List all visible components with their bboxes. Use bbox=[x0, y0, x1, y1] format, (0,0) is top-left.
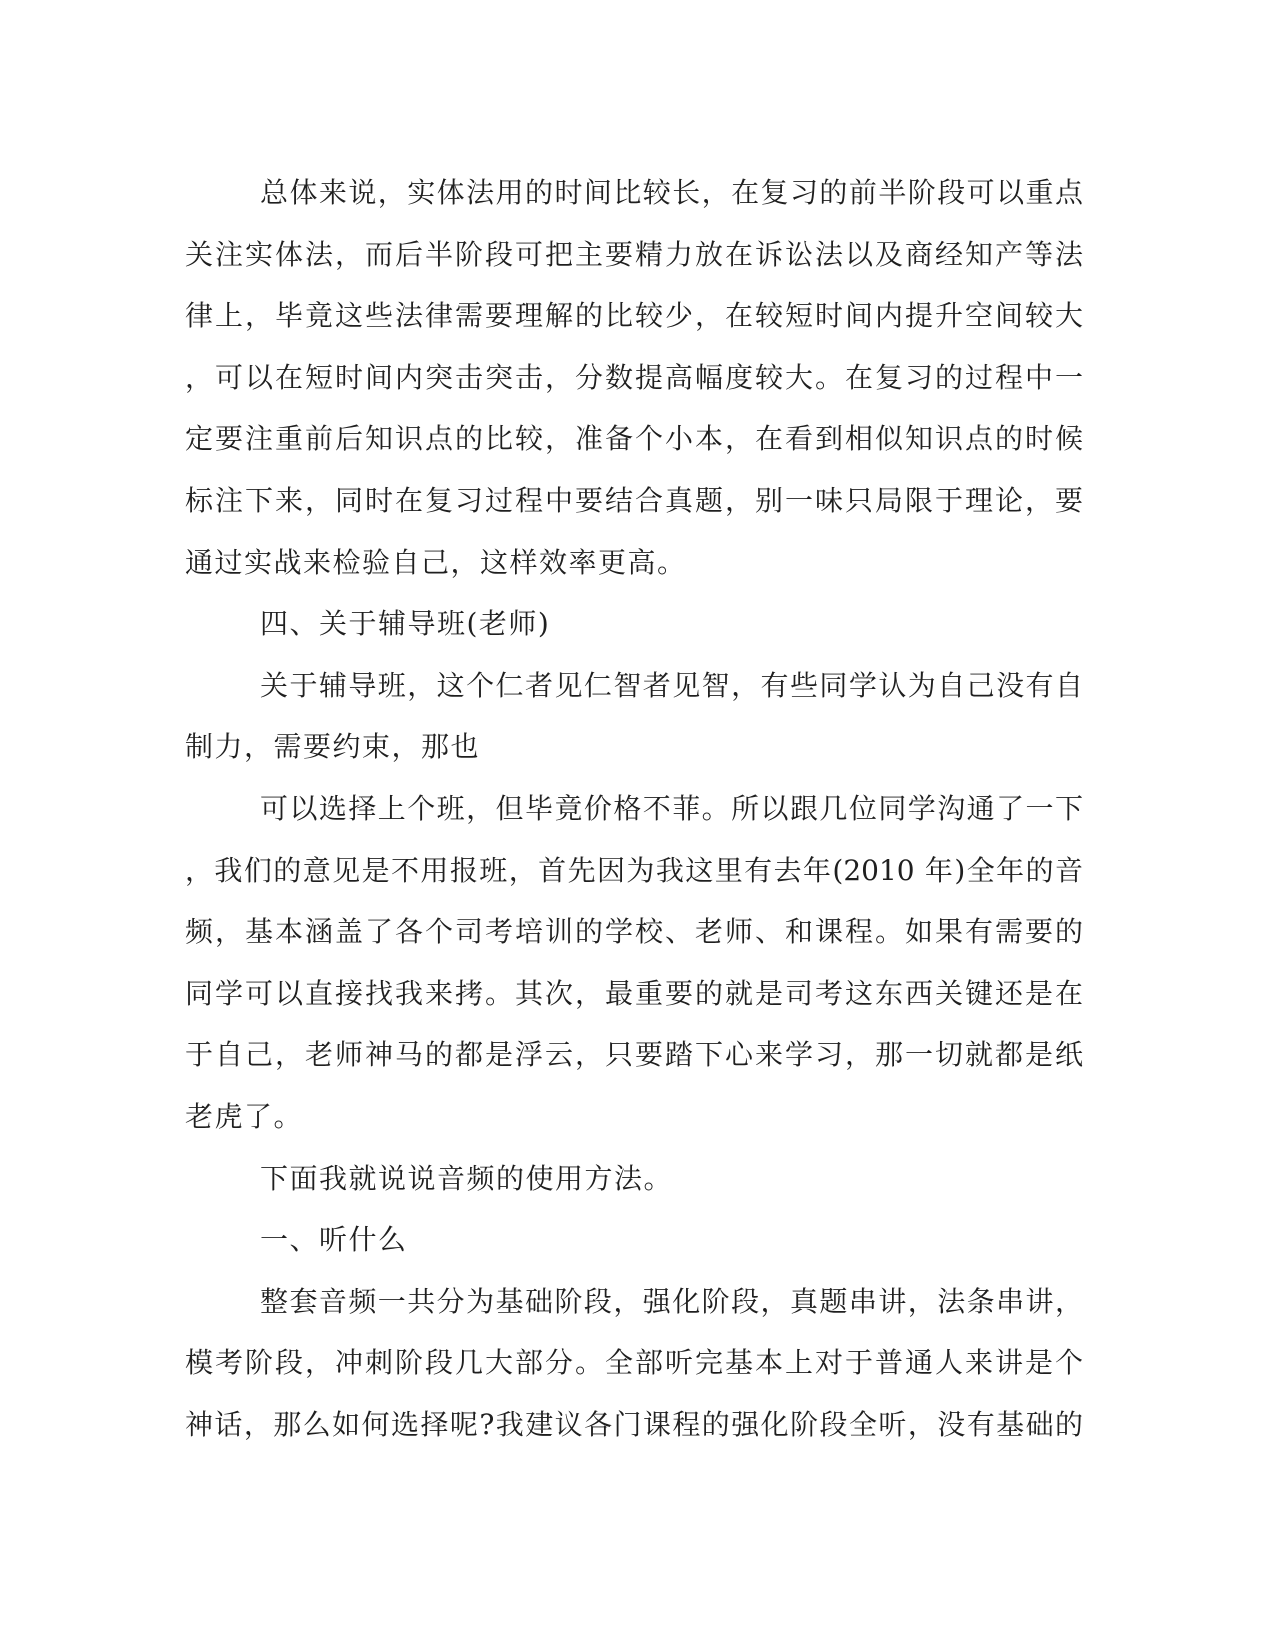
text-line: 于自己，老师神马的都是浮云，只要踏下心来学习，那一切就都是纸 bbox=[185, 1038, 1083, 1072]
text-line: 定要注重前后知识点的比较，准备个小本，在看到相似知识点的时候 bbox=[185, 422, 1083, 456]
text-line: 律上，毕竟这些法律需要理解的比较少，在较短时间内提升空间较大 bbox=[185, 299, 1083, 333]
text-line: 频，基本涵盖了各个司考培训的学校、老师、和课程。如果有需要的 bbox=[185, 915, 1083, 949]
text-line: 四、关于辅导班(老师) bbox=[260, 607, 551, 641]
text-line: 制力，需要约束，那也 bbox=[185, 730, 481, 764]
text-line: 标注下来，同时在复习过程中要结合真题，别一味只局限于理论，要 bbox=[185, 483, 1083, 517]
text-line: ，我们的意见是不用报班，首先因为我这里有去年(2010 年)全年的音 bbox=[185, 853, 1083, 887]
text-line: 整套音频一共分为基础阶段，强化阶段，真题串讲，法条串讲， bbox=[260, 1284, 1083, 1318]
text-line: 模考阶段，冲刺阶段几大部分。全部听完基本上对于普通人来讲是个 bbox=[185, 1346, 1083, 1380]
text-line: 关注实体法，而后半阶段可把主要精力放在诉讼法以及商经知产等法 bbox=[185, 237, 1083, 271]
text-line: 通过实战来检验自己，这样效率更高。 bbox=[185, 545, 687, 579]
text-line: 同学可以直接找我来拷。其次，最重要的就是司考这东西关键还是在 bbox=[185, 976, 1083, 1010]
text-line: 神话，那么如何选择呢?我建议各门课程的强化阶段全听，没有基础的 bbox=[185, 1407, 1083, 1441]
text-line: 一、听什么 bbox=[260, 1223, 408, 1257]
text-line: 下面我就说说音频的使用方法。 bbox=[260, 1161, 674, 1195]
document-content bbox=[185, 162, 1083, 1455]
text-line: ，可以在短时间内突击突击，分数提高幅度较大。在复习的过程中一 bbox=[185, 360, 1083, 394]
text-line: 总体来说，实体法用的时间比较长，在复习的前半阶段可以重点 bbox=[260, 176, 1083, 209]
text-line: 关于辅导班，这个仁者见仁智者见智，有些同学认为自己没有自 bbox=[260, 668, 1083, 702]
text-line: 可以选择上个班，但毕竟价格不菲。所以跟几位同学沟通了一下 bbox=[260, 791, 1083, 825]
text-line: 老虎了。 bbox=[185, 1099, 304, 1133]
